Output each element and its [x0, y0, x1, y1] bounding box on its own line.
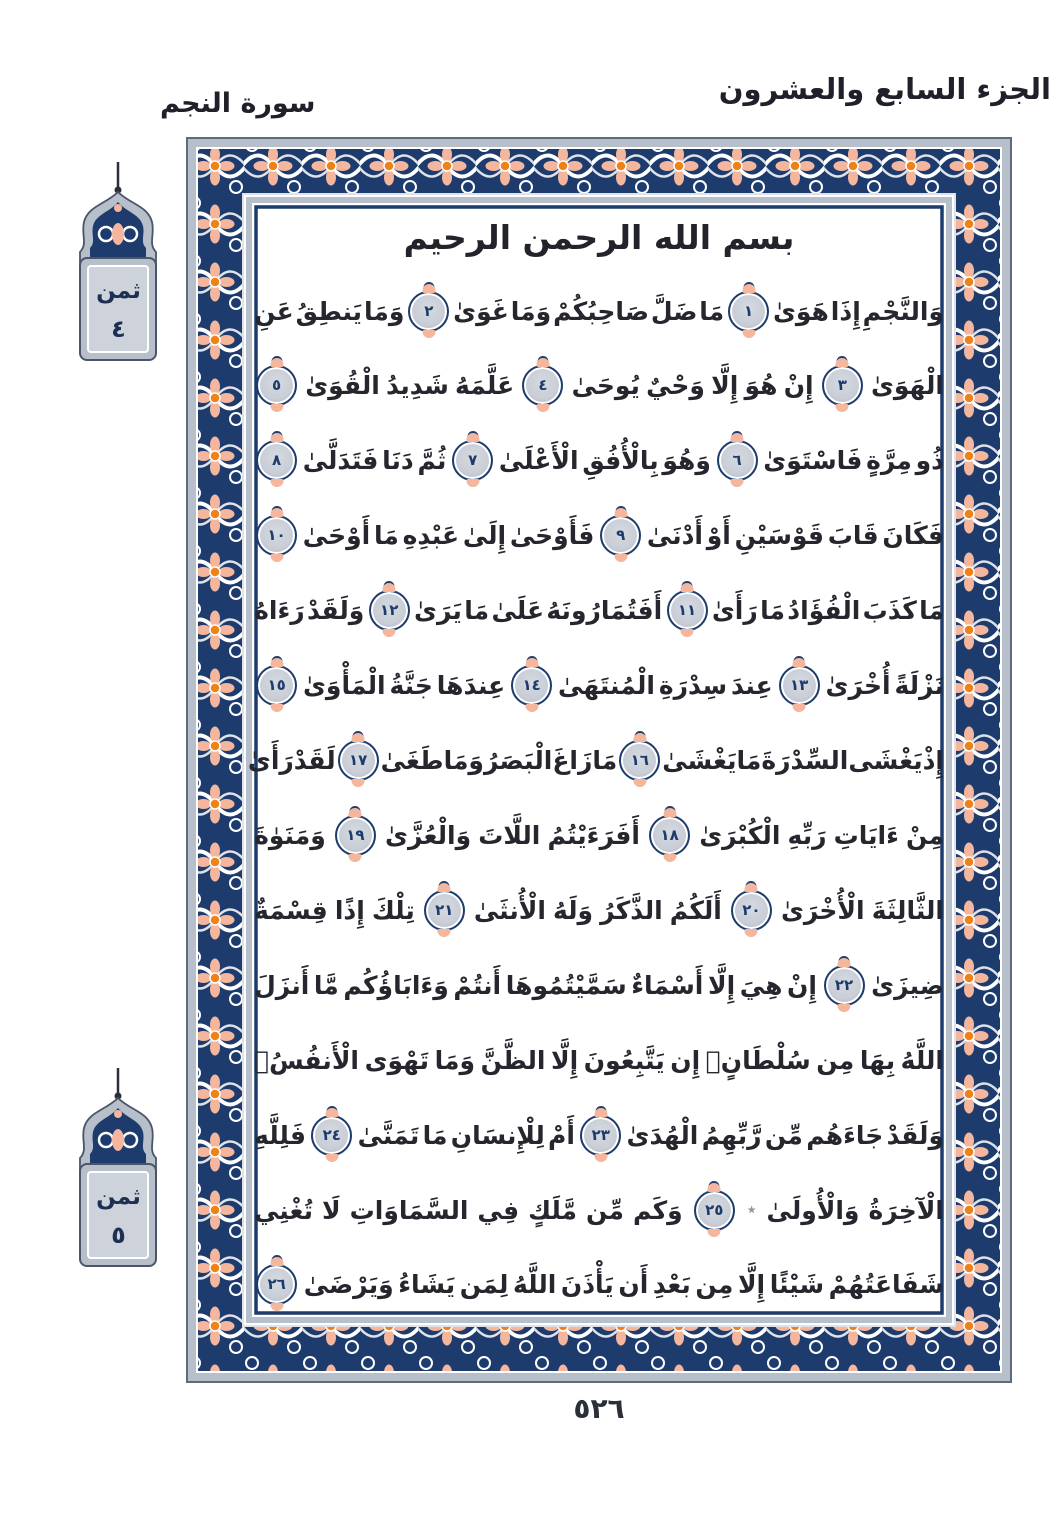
- verse-word: فَكَانَ: [882, 521, 944, 551]
- verse-word: الْآخِرَةُ: [868, 1195, 944, 1225]
- verse-word: السَّمَاوَاتِ: [349, 1195, 469, 1225]
- ayah-number: ٦: [732, 451, 742, 470]
- rub-el-hizb-mark: ٭: [746, 1199, 757, 1221]
- verse-word: مَا: [699, 296, 725, 326]
- verse-word: مِّن: [586, 1195, 625, 1225]
- verse-word: بِالْأُفُقِ: [582, 446, 659, 476]
- ayah-number-medallion: [338, 740, 379, 781]
- verse-word: لِمَن: [459, 1270, 509, 1300]
- ayah-number: ٧: [468, 451, 478, 470]
- verse-word: اللَّهُ: [512, 1270, 557, 1300]
- verse-word: إِذْ: [922, 746, 944, 776]
- ayah-number-medallion: [824, 965, 865, 1006]
- verse-word: اللَّاتَ: [478, 820, 541, 850]
- verse-word: قَابَ: [827, 521, 879, 551]
- verse-word: قِسْمَةٌ: [254, 895, 328, 925]
- verse-word: سَمَّيْتُمُوهَا: [505, 970, 627, 1000]
- verse-word: بِهَا: [859, 1045, 896, 1075]
- ayah-number: ١٤: [522, 676, 541, 695]
- ayah-number-medallion: [424, 890, 465, 931]
- quran-text-area: [247, 200, 948, 1322]
- ayah-number-medallion: [369, 590, 410, 631]
- verse-word: عِندَ: [730, 671, 773, 701]
- quran-line: [254, 1023, 944, 1097]
- ayah-number: ٥: [272, 376, 282, 395]
- verse-word: مَا: [760, 596, 785, 626]
- thumn-value: ٥: [111, 1221, 126, 1249]
- verse-word: مِّن: [764, 1120, 803, 1150]
- ayah-number: ٣: [837, 376, 847, 395]
- verse-word: مِرَّةٍ: [866, 446, 912, 476]
- verse-word: الْهَوَىٰ: [870, 371, 944, 401]
- page-number: ٥٢٦: [573, 1392, 625, 1425]
- ayah-number: ١٢: [380, 601, 399, 620]
- verse-word: إِن: [670, 1045, 701, 1075]
- thumn-marker-5: [66, 1066, 171, 1271]
- verse-word: وَلَقَدْ: [306, 596, 365, 626]
- verse-word: الْأُنثَىٰ: [473, 895, 546, 925]
- verse-word: سِدْرَةِ: [658, 671, 728, 701]
- verse-word: الْهُدَىٰ: [626, 1120, 699, 1150]
- verse-word: مَّلَكٍ: [528, 1195, 578, 1225]
- verse-word: ءَايَاتِ: [833, 820, 899, 850]
- thumn-label: ثمن: [96, 278, 141, 304]
- ayah-number-medallion: [619, 740, 660, 781]
- verse-word: وَمَا: [443, 746, 484, 776]
- quran-line: [254, 873, 944, 947]
- verse-word: مَا: [422, 1120, 448, 1150]
- verse-word: فَاسْتَوَىٰ: [763, 446, 863, 476]
- verse-word: وَمَا: [510, 296, 552, 326]
- verse-word: سُلْطَانٍۚ: [705, 1045, 811, 1075]
- ayah-number-medallion: [822, 365, 863, 406]
- verse-word: رَّبِّهِمُ: [701, 1120, 762, 1150]
- quran-line: [247, 724, 944, 798]
- ayah-number-medallion: [452, 440, 493, 481]
- ayah-number: ٢٦: [267, 1275, 286, 1294]
- verse-word: أَلَكُمُ: [669, 895, 722, 925]
- verse-word: أَسْمَاءٌ: [631, 970, 704, 1000]
- verse-word: أَوْحَىٰ: [302, 521, 371, 551]
- verse-word: دَنَا: [382, 446, 414, 476]
- verse-word: إِلَّا: [711, 371, 739, 401]
- verse-word: تُغْنِي: [254, 1195, 313, 1225]
- verse-word: ثُمَّ: [417, 446, 447, 476]
- verse-word: إِذَا: [830, 296, 861, 326]
- quran-line: [254, 274, 944, 348]
- ayah-number: ١٣: [789, 676, 809, 695]
- verse-word: هَوَىٰ: [772, 296, 829, 326]
- verse-word: يَأْذَنَ: [560, 1270, 614, 1300]
- verse-word: وَالْأُولَىٰ: [766, 1195, 860, 1225]
- verse-word: مِن: [816, 1045, 855, 1075]
- verse-word: وَمَنَوٰةَ: [254, 820, 326, 850]
- verse-word: وَالْعُزَّىٰ: [385, 820, 472, 850]
- verse-word: مَّا: [313, 970, 339, 1000]
- ayah-number-medallion: [256, 1264, 297, 1305]
- ayah-number: ٢٤: [322, 1125, 341, 1144]
- ayah-number-medallion: [779, 665, 820, 706]
- verse-word: إِلَّا: [737, 1270, 766, 1300]
- ayah-number: ٢٣: [591, 1125, 610, 1144]
- verse-word: أَنتُمْ: [453, 970, 502, 1000]
- verse-word: وَلَهُ: [553, 895, 594, 925]
- verse-word: الْكُبْرَىٰ: [699, 820, 781, 850]
- ayah-number-medallion: [731, 890, 772, 931]
- ayah-number-medallion: [649, 815, 690, 856]
- verse-word: يَتَّبِعُونَ: [583, 1045, 665, 1075]
- verse-word: عَلَّمَهُ: [455, 371, 515, 401]
- quran-line: [254, 574, 944, 648]
- verse-word: تَمَنَّىٰ: [357, 1120, 420, 1150]
- ayah-number-medallion: [667, 590, 708, 631]
- verse-word: فَتَدَلَّىٰ: [302, 446, 379, 476]
- ayah-number: ١٩: [346, 825, 365, 844]
- verse-word: هُوَ: [744, 371, 778, 401]
- verse-word: الْمَأْوَىٰ: [303, 671, 386, 701]
- ayah-number-medallion: [256, 440, 297, 481]
- verse-word: يَشَاءُ: [398, 1270, 456, 1300]
- ayah-number-medallion: [256, 665, 297, 706]
- verse-word: رَءَاهُ: [254, 596, 305, 626]
- ayah-number-medallion: [256, 515, 297, 556]
- verse-lines: [247, 274, 944, 1322]
- ayah-number-medallion: [335, 815, 376, 856]
- verse-word: نَزْلَةً: [894, 671, 944, 701]
- verse-word: وَلَقَدْ: [886, 1120, 944, 1150]
- quran-line: [254, 499, 944, 573]
- verse-word: إِنْ: [783, 371, 814, 401]
- verse-word: رَأَىٰ: [711, 596, 758, 626]
- verse-word: الْفُؤَادُ: [787, 596, 861, 626]
- verse-word: الْمُنتَهَىٰ: [558, 671, 655, 701]
- verse-word: وَكَم: [633, 1195, 683, 1225]
- ayah-number-medallion: [694, 1190, 735, 1231]
- verse-word: الْأَعْلَىٰ: [498, 446, 579, 476]
- verse-word: الْبَصَرُ: [483, 746, 553, 776]
- ayah-number: ١١: [677, 601, 697, 620]
- verse-word: لَقَدْ: [293, 746, 336, 776]
- ayah-number: ١٨: [660, 825, 679, 844]
- verse-word: عَنِ: [254, 296, 294, 326]
- verse-word: اللَّهُ: [900, 1045, 944, 1075]
- quran-line: [254, 349, 944, 423]
- verse-word: مِن: [695, 1270, 734, 1300]
- verse-word: فَلِلَّهِ: [254, 1120, 306, 1150]
- ayah-number-medallion: [522, 365, 563, 406]
- ayah-number: ١٠: [267, 526, 286, 545]
- basmala: بسم الله الرحمن الرحيم: [403, 218, 795, 257]
- ayah-number: ٢٥: [705, 1200, 724, 1219]
- ayah-number: ٨: [271, 451, 282, 470]
- verse-word: عَلَىٰ: [491, 596, 545, 626]
- thumn-label: ثمن: [96, 1184, 141, 1210]
- quran-line: [254, 1173, 944, 1247]
- verse-word: وَمَا: [434, 1045, 476, 1075]
- ayah-number: ١٥: [267, 676, 286, 695]
- verse-word: الثَّالِثَةَ: [871, 895, 944, 925]
- verse-word: إِذًا: [334, 895, 365, 925]
- verse-word: تَهْوَى: [364, 1045, 430, 1075]
- surah-title: سورة النجم: [160, 88, 316, 119]
- verse-word: ضِيزَىٰ: [871, 970, 944, 1000]
- verse-word: تِلْكَ: [371, 895, 415, 925]
- verse-word: شَيْئًا: [769, 1270, 825, 1300]
- ayah-number-medallion: [256, 365, 297, 406]
- quran-line: [254, 424, 944, 498]
- verse-word: مِنْ: [906, 820, 944, 850]
- verse-word: وَيَرْضَىٰ: [303, 1270, 394, 1300]
- ayah-number-medallion: [728, 291, 769, 332]
- verse-word: ذُو: [915, 446, 944, 476]
- verse-word: مَا: [373, 521, 399, 551]
- verse-word: أَوْ: [706, 521, 731, 551]
- verse-word: رَبِّهِ: [787, 820, 827, 850]
- ayah-number: ١٧: [348, 751, 368, 770]
- ayah-number: ٤: [538, 376, 548, 395]
- ayah-number: ١٦: [630, 751, 649, 770]
- verse-word: شَدِيدُ: [385, 371, 449, 401]
- ayah-number: ١: [743, 301, 754, 320]
- verse-word: ضَلَّ: [650, 296, 698, 326]
- ayah-number-medallion: [511, 665, 552, 706]
- quran-line: [254, 649, 944, 723]
- verse-word: بَعْدِ: [652, 1270, 691, 1300]
- verse-word: وَالنَّجْمِ: [862, 296, 944, 326]
- quran-line: [254, 948, 944, 1022]
- verse-word: الظَّنَّ: [480, 1045, 546, 1075]
- verse-word: مَا: [592, 746, 618, 776]
- verse-word: شَفَاعَتُهُمْ: [828, 1270, 944, 1300]
- verse-word: لِلْإِنسَانِ: [450, 1120, 545, 1150]
- ayah-number-medallion: [311, 1115, 352, 1156]
- verse-word: قَوْسَيْنِ: [734, 521, 824, 551]
- verse-word: كَذَبَ: [862, 596, 917, 626]
- verse-word: جَاءَهُم: [806, 1120, 884, 1150]
- verse-word: أَن: [618, 1270, 649, 1300]
- verse-word: صَاحِبُكُمْ: [553, 296, 649, 326]
- verse-word: هِيَ: [739, 970, 783, 1000]
- juz-title: الجزء السابع والعشرون: [718, 72, 1051, 106]
- verse-word: يَغْشَىٰ: [662, 746, 737, 776]
- verse-word: يُوحَىٰ: [571, 371, 640, 401]
- verse-word: فِي: [477, 1195, 520, 1225]
- verse-word: أَفَتُمَارُونَهُ: [546, 596, 663, 626]
- verse-word: مَا: [736, 746, 762, 776]
- ayah-number: ٢٠: [742, 900, 761, 919]
- verse-word: السِّدْرَةَ: [761, 746, 849, 776]
- thumn-value: ٤: [111, 315, 126, 343]
- verse-word: وَمَا: [363, 296, 405, 326]
- verse-word: وَهُوَ: [662, 446, 711, 476]
- quran-line: [254, 1098, 944, 1172]
- verse-word: إِلَّا: [551, 1045, 579, 1075]
- verse-word: يَرَىٰ: [414, 596, 462, 626]
- verse-word: جَنَّةُ: [389, 671, 433, 701]
- verse-word: أَنزَلَ: [254, 970, 310, 1000]
- ayah-number: ٢: [424, 301, 434, 320]
- verse-word: مَا: [919, 596, 944, 626]
- ayah-number: ٩: [616, 526, 626, 545]
- ayah-number: ٢١: [435, 900, 454, 919]
- verse-word: الْقُوَىٰ: [305, 371, 380, 401]
- verse-word: يَغْشَى: [848, 746, 923, 776]
- verse-word: لَا: [322, 1195, 341, 1225]
- verse-word: إِلَىٰ: [462, 521, 507, 551]
- ayah-number-medallion: [580, 1115, 621, 1156]
- verse-word: أَمْ: [548, 1120, 575, 1150]
- verse-word: الْأَنفُسُۖ: [254, 1045, 360, 1075]
- verse-word: الذَّكَرُ: [600, 895, 663, 925]
- verse-word: عِندَهَا: [436, 671, 506, 701]
- ayah-number-medallion: [600, 515, 641, 556]
- verse-word: رَأَىٰ: [247, 746, 294, 776]
- verse-word: مَا: [464, 596, 490, 626]
- verse-word: الْأُخْرَىٰ: [780, 895, 865, 925]
- ayah-number-medallion: [408, 291, 449, 332]
- verse-word: إِلَّا: [707, 970, 736, 1000]
- ayah-number-medallion: [717, 440, 758, 481]
- verse-word: أَدْنَىٰ: [646, 521, 704, 551]
- verse-word: زَاغَ: [552, 746, 593, 776]
- ayah-number: ٢٢: [834, 975, 854, 994]
- verse-word: إِنْ: [787, 970, 817, 1000]
- verse-word: وَحْيٌ: [646, 371, 705, 401]
- verse-word: يَنطِقُ: [295, 296, 363, 326]
- verse-word: فَأَوْحَىٰ: [509, 521, 595, 551]
- quran-line: [254, 1248, 944, 1322]
- verse-word: وَءَابَاؤُكُم: [343, 970, 449, 1000]
- verse-word: عَبْدِهِ: [402, 521, 460, 551]
- thumn-marker-4: [66, 160, 171, 365]
- verse-word: أُخْرَىٰ: [825, 671, 891, 701]
- verse-word: غَوَىٰ: [453, 296, 509, 326]
- verse-word: أَفَرَءَيْتُمُ: [547, 820, 640, 850]
- verse-word: طَغَىٰ: [380, 746, 444, 776]
- quran-line: [254, 798, 944, 872]
